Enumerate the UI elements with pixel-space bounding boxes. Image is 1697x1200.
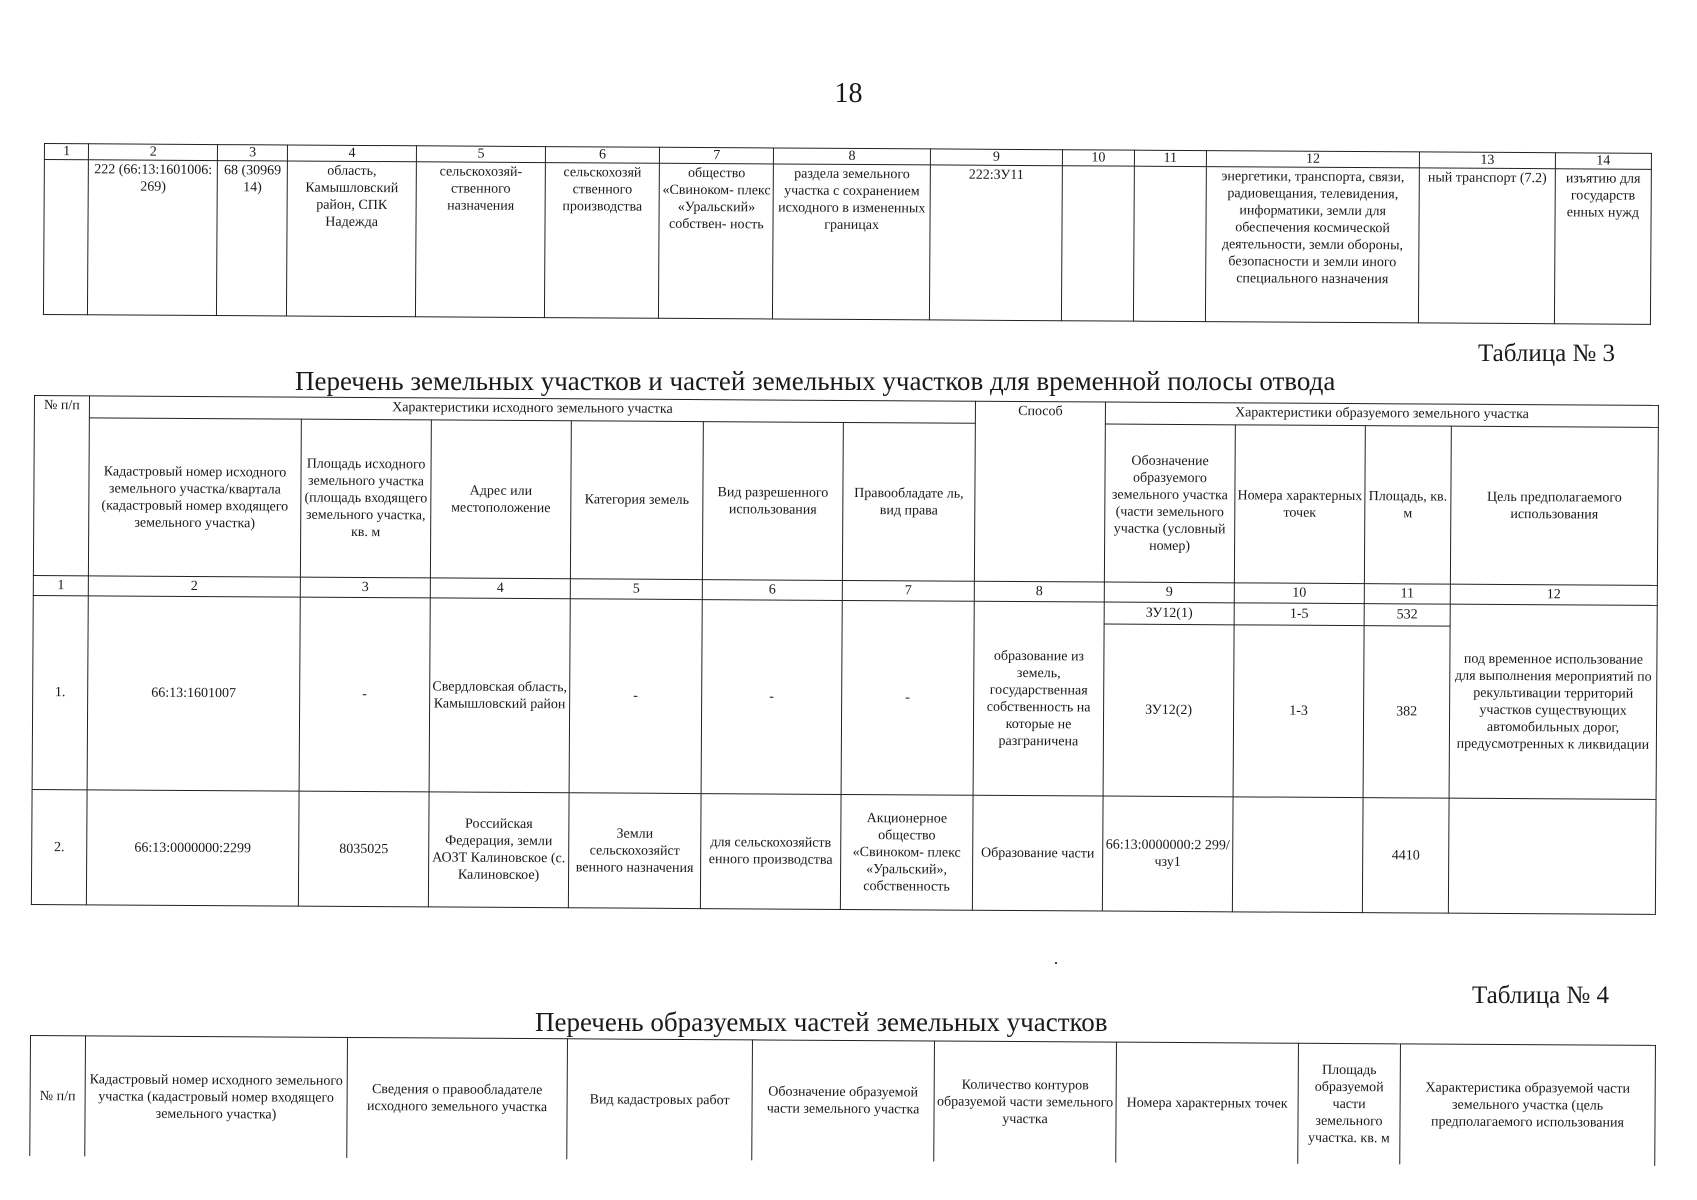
cell-address: Свердловская область, Камышловский район [429,598,570,793]
header-row [30,1036,1656,1166]
header-method: Способ [974,401,1105,582]
cell-empty [1133,166,1206,321]
cell-method: Образование части [972,795,1103,911]
cell-designation: ЗУ12(1) [1104,602,1234,625]
cell-permitted-use: - [701,600,842,795]
col-number: 2 [89,144,218,161]
cell-category: - [569,599,702,794]
header-category: Категория земель [570,421,703,580]
header-address: Адрес или местоположение [430,420,571,579]
cell-designation: ЗУ12(2) [1103,624,1234,797]
header-permitted-use: Вид разрешенного использования [702,422,843,581]
cell-empty [1061,166,1134,321]
table4-title: Перечень образуемых частей земельных участков [535,1007,1108,1037]
cell-num: 2. [31,789,87,904]
col-number: 4 [430,578,570,599]
header-area: Площадь образуемой части земельного участка. кв. м [1298,1043,1401,1164]
cell-permitted-use: сельскохозяй ственного производства [545,163,660,319]
cell-cadastral: 66:13:1601007 [87,596,300,791]
table3-title: Перечень земельных участков и частей земельных участков для временной полосы отвода [295,366,1336,396]
col-number: 7 [842,580,974,601]
col-number: 2 [88,576,300,597]
header-designation: Обозначение образуемого земельного участка (части земельного участка (условный номер) [1104,424,1235,583]
header-group-source: Характеристики исходного земельного участка [89,396,975,423]
col-number: 11 [1134,150,1206,166]
table-row [43,160,1651,325]
cell-category: Земли сельскохозяйст венного назначения [568,793,701,909]
col-number: 11 [1364,584,1450,605]
cell-area: 8035025 [298,791,429,907]
col-number: 5 [416,146,545,163]
header-points: Номера характерных точек [1116,1042,1299,1164]
header-area: Площадь исходного земельного участка (площадь входящего земельного участка, кв. м [300,419,431,578]
cell-purpose [1448,798,1656,914]
col-number: 12 [1450,584,1657,605]
cell-points: 1-3 [1233,625,1364,798]
cell-method: раздела земельного участка с сохранением исходного в измененных границах [773,164,930,320]
cell-cadastral: 222 (66:13:1601006: 269) [88,160,218,316]
cell-address: область, Камышловский район, СПК Надежда [287,161,417,317]
col-number: 3 [218,145,288,161]
cell-points [1232,797,1363,913]
col-number: 12 [1206,151,1420,168]
col-number: 8 [974,581,1104,602]
cell-num: 1. [32,595,88,789]
col-number: 1 [44,144,88,160]
col-number: 3 [300,577,430,598]
cell-owner: - [841,600,974,795]
table4-caption: Таблица № 4 [1472,982,1610,1009]
col-number: 5 [570,579,702,600]
header-owner: Правообладате ль, вид права [842,422,975,581]
cell-note: изъятию для государств енных нужд [1554,169,1651,325]
col-number: 4 [288,145,417,162]
header-area-formed: Площадь, кв. м [1364,426,1451,585]
cell-purpose: под временное использование для выполнения мероприятий по рекультивации территорий участков существующих автомобильных дорог, предусмотренных к ликвидации [1449,604,1657,799]
col-number: 7 [660,147,774,164]
cell-permitted-use: для сельскохозяйств енного производства [700,794,841,910]
scan-speck [1055,962,1057,964]
cell-designation: 66:13:0000000:2 299/чзу1 [1102,796,1233,912]
cell-address: Российская Федерация, земли АОЗТ Калиновское (с. Калиновское) [428,792,569,908]
cell-designation: 222:ЗУ11 [929,165,1062,321]
cell-area-formed: 382 [1363,626,1450,799]
header-characteristic: Характеристика образуемой части земельного участка (цель предполагаемого использования [1400,1044,1656,1166]
cell-area: 68 (30969 14) [217,161,288,316]
header-num: № п/п [30,1036,86,1157]
header-cadastral: Кадастровый номер исходного земельного участка (кадастровый номер входящего земельного участка) [85,1036,348,1158]
header-contours: Количество контуров образуемой части земельного участка [934,1041,1117,1163]
header-owner-info: Сведения о правообладателе исходного земельного участка [347,1037,568,1159]
cell-area-formed: 532 [1364,604,1450,627]
cell-area-formed: 4410 [1362,798,1449,914]
col-number: 6 [702,580,842,601]
header-cadastral-work: Вид кадастровых работ [567,1039,753,1161]
col-number: 14 [1555,153,1651,170]
header-purpose: Цель предполагаемого использования [1450,426,1658,585]
col-number: 10 [1062,150,1134,166]
header-cadastral: Кадастровый номер исходного земельного участка/квартала (кадастровый номер входящего земельного участка) [88,418,301,577]
col-number: 8 [774,148,931,165]
col-number: 9 [930,149,1062,166]
cell-owner: Акционерное общество «Свиноком- плекс «Уральский», собственность [840,794,973,910]
table4 [29,1035,1656,1166]
col-number: 13 [1420,152,1555,169]
col-number: 10 [1234,583,1364,604]
table3-caption: Таблица № 3 [1478,340,1616,367]
header-num: № п/п [33,396,89,576]
cell-owner: общество «Свиноком- плекс «Уральский» собствен- ность [659,163,774,319]
cell-land-category-text: энергетики, транспорта, связи, радиовещания, телевидения, информатики, земли для обеспечения космической деятельности, земли обороны, безопасности и земли иного специального назначения [1205,167,1419,323]
cell-points: 1-5 [1234,603,1364,626]
col-number: 6 [545,147,659,164]
page-number: 18 [834,78,863,109]
col-number: 9 [1104,582,1234,603]
cell-method: образование из земель, государственная собственность на которые не разграничена [973,601,1104,796]
cell-use-type: ный транспорт (7.2) [1419,168,1555,324]
header-group-formed: Характеристики образуемого земельного участка [1105,402,1658,427]
cell-cadastral: 66:13:0000000:2299 [86,790,299,906]
col-number: 1 [33,575,88,595]
header-points: Номера характерных точек [1234,425,1365,584]
cell-category: сельскохозяй- ственного назначения [416,162,546,318]
cell-num [43,160,88,315]
table-row [31,789,1656,914]
table3 [31,395,1659,915]
header-designation: Обозначение образуемой части земельного участка [752,1040,935,1162]
continued-table [43,143,1652,325]
cell-area: - [299,597,430,792]
